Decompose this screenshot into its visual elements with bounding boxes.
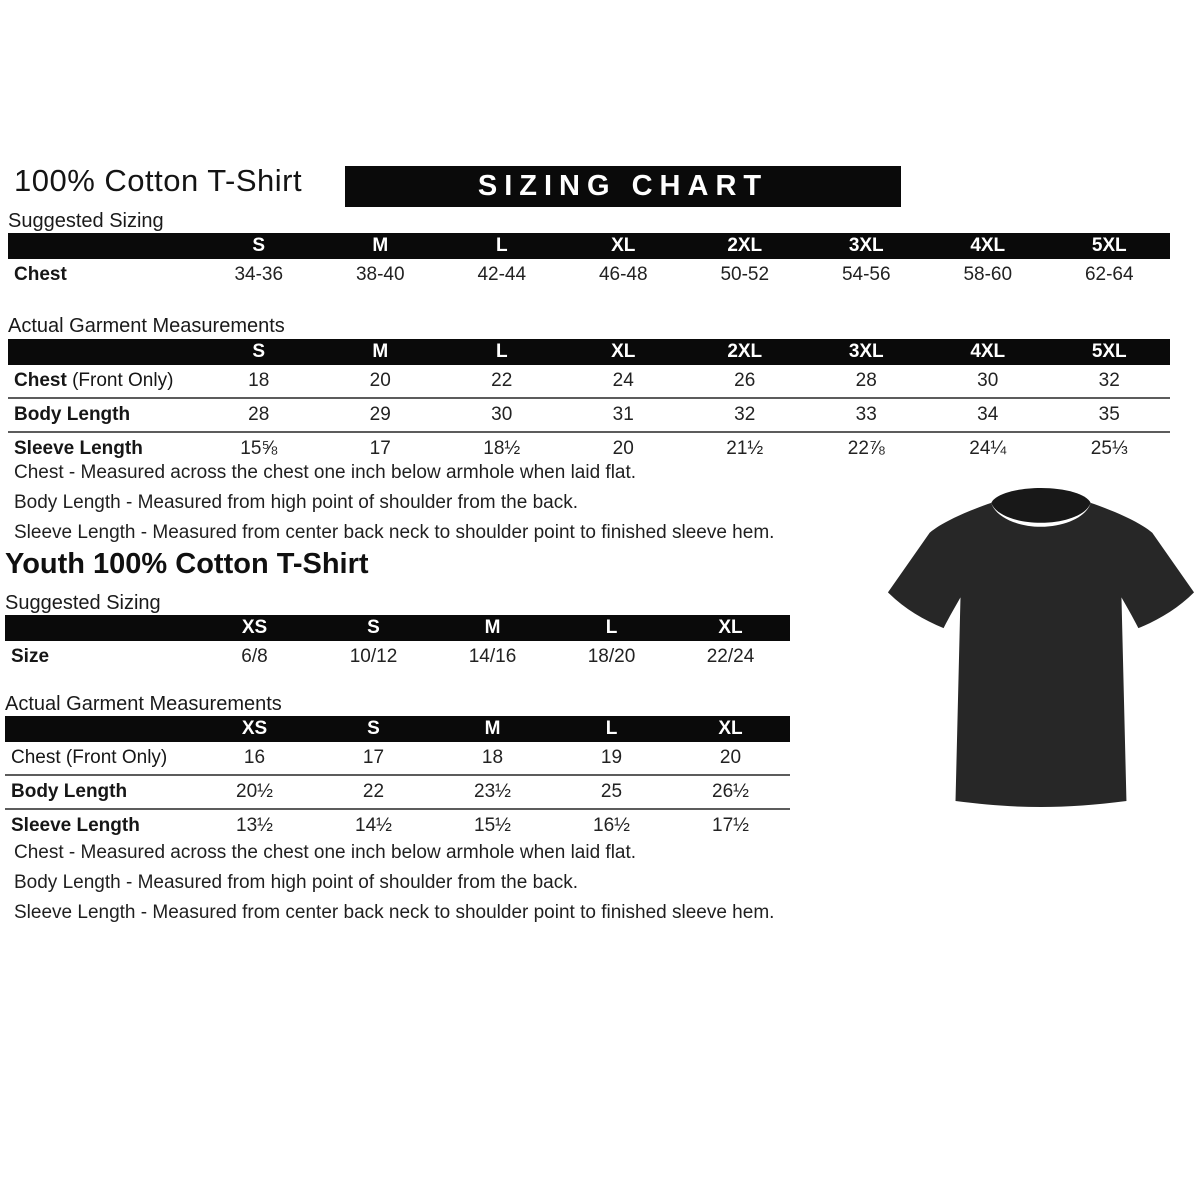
table-row	[5, 641, 790, 673]
adult-measurement-notes	[14, 462, 774, 552]
size-value: 32	[734, 404, 756, 425]
sizing-chart-banner-label: SIZING CHART	[477, 170, 769, 202]
column-header: 3XL	[848, 235, 884, 256]
size-value: 30	[977, 370, 999, 391]
column-header: XS	[241, 718, 268, 739]
row-label: Body Length	[14, 404, 131, 425]
size-value: 16	[243, 747, 266, 768]
row-label: Chest (Front Only)	[11, 747, 168, 768]
size-value: 17	[369, 438, 391, 459]
size-value: 14½	[355, 815, 392, 836]
size-value: 18/20	[587, 646, 636, 667]
adult-suggested-sizing-label: Suggested Sizing	[8, 210, 164, 232]
size-value: 13½	[236, 815, 273, 836]
column-header: M	[484, 617, 501, 638]
adult-actual-measurements-label: Actual Garment Measurements	[8, 315, 285, 337]
size-value: 34-36	[234, 264, 284, 285]
note-line: Sleeve Length - Measured from center back neck to shoulder point to finished sleeve hem.	[14, 522, 775, 543]
size-value: 34	[977, 404, 999, 425]
table-row	[8, 365, 1170, 399]
table-row	[8, 259, 1170, 291]
column-header: 3XL	[848, 341, 884, 362]
size-value: 29	[369, 404, 391, 425]
size-value: 10/12	[349, 646, 398, 667]
size-value: 26	[734, 370, 756, 391]
size-value: 6/8	[241, 646, 268, 667]
size-value: 26½	[712, 781, 749, 802]
size-value: 15½	[474, 815, 511, 836]
size-value: 18½	[483, 438, 521, 459]
size-value: 17½	[712, 815, 749, 836]
size-value: 20½	[236, 781, 273, 802]
size-value: 35	[1098, 404, 1120, 425]
table-header-row	[5, 615, 790, 641]
size-value: 54-56	[841, 264, 891, 285]
size-value: 28	[855, 370, 877, 391]
column-header: XL	[718, 718, 743, 739]
youth-measurement-notes	[14, 842, 774, 932]
column-header: S	[367, 617, 380, 638]
size-value: 22	[362, 781, 385, 802]
column-header: M	[484, 718, 501, 739]
size-value: 58-60	[963, 264, 1013, 285]
sizing-chart-banner	[345, 166, 901, 207]
youth-actual-measurements-table	[5, 716, 790, 842]
note-line: Chest - Measured across the chest one inch below armhole when laid flat.	[14, 842, 637, 863]
column-header: S	[252, 235, 266, 256]
page-title: 100% Cotton T-Shirt	[14, 163, 303, 198]
table-header-row	[8, 233, 1170, 259]
size-value: 23½	[474, 781, 511, 802]
table-row	[8, 433, 1170, 465]
row-label: Size	[11, 646, 50, 667]
column-header: 5XL	[1091, 235, 1127, 256]
size-value: 20	[719, 747, 742, 768]
youth-section-title: Youth 100% Cotton T-Shirt	[5, 548, 369, 580]
size-value: 20	[369, 370, 391, 391]
size-value: 18	[481, 747, 504, 768]
size-value: 19	[600, 747, 623, 768]
youth-suggested-sizing-label: Suggested Sizing	[5, 592, 161, 614]
row-label: Chest	[14, 264, 67, 285]
size-value: 15⅝	[240, 438, 278, 459]
note-line: Body Length - Measured from high point of shoulder from the back.	[14, 872, 578, 893]
size-value: 25	[600, 781, 623, 802]
size-value: 30	[491, 404, 513, 425]
size-value: 38-40	[355, 264, 405, 285]
column-header: 2XL	[727, 235, 763, 256]
column-header: M	[372, 235, 389, 256]
column-header: XL	[718, 617, 743, 638]
size-value: 16½	[593, 815, 630, 836]
size-value: 42-44	[477, 264, 527, 285]
table-header-row	[8, 339, 1170, 365]
column-header: S	[367, 718, 380, 739]
tshirt-collar	[991, 488, 1090, 523]
size-value: 46-48	[598, 264, 648, 285]
size-value: 31	[612, 404, 634, 425]
size-value: 50-52	[720, 264, 770, 285]
size-value: 22⅞	[847, 438, 885, 459]
row-label: Body Length	[11, 781, 128, 802]
column-header: 4XL	[970, 235, 1006, 256]
column-header: L	[495, 341, 508, 362]
youth-suggested-sizing-table	[5, 615, 790, 673]
column-header: XL	[611, 235, 636, 256]
column-header: 4XL	[970, 341, 1006, 362]
table-row	[5, 810, 790, 842]
size-value: 24	[612, 370, 634, 391]
column-header: XS	[241, 617, 268, 638]
black-tshirt-image	[878, 466, 1196, 836]
adult-actual-measurements-table	[8, 339, 1170, 465]
column-header: M	[372, 341, 389, 362]
size-value: 20	[612, 438, 634, 459]
size-value: 33	[855, 404, 877, 425]
note-line: Body Length - Measured from high point of shoulder from the back.	[14, 492, 578, 513]
size-value: 25⅓	[1090, 438, 1128, 459]
table-row	[5, 776, 790, 810]
row-label: Sleeve Length	[14, 438, 143, 459]
column-header: 2XL	[727, 341, 763, 362]
column-header: 5XL	[1091, 341, 1127, 362]
column-header: L	[605, 617, 618, 638]
size-value: 24¼	[969, 438, 1007, 459]
size-value: 17	[362, 747, 385, 768]
tshirt-body	[888, 503, 1194, 807]
size-value: 14/16	[468, 646, 517, 667]
size-value: 32	[1098, 370, 1120, 391]
youth-actual-measurements-label: Actual Garment Measurements	[5, 693, 282, 715]
column-header: L	[495, 235, 508, 256]
table-row	[5, 742, 790, 776]
column-header: XL	[611, 341, 636, 362]
column-header: S	[252, 341, 266, 362]
table-row	[8, 399, 1170, 433]
table-header-row	[5, 716, 790, 742]
column-header: L	[605, 718, 618, 739]
note-line: Chest - Measured across the chest one inch below armhole when laid flat.	[14, 462, 637, 483]
row-label: Chest (Front Only)	[14, 370, 174, 391]
row-label: Sleeve Length	[11, 815, 140, 836]
size-value: 22/24	[706, 646, 755, 667]
size-value: 21½	[726, 438, 764, 459]
size-value: 22	[491, 370, 513, 391]
size-value: 62-64	[1084, 264, 1134, 285]
note-line: Sleeve Length - Measured from center back neck to shoulder point to finished sleeve hem.	[14, 902, 775, 923]
size-value: 18	[248, 370, 270, 391]
adult-suggested-sizing-table	[8, 233, 1170, 291]
size-value: 28	[248, 404, 270, 425]
